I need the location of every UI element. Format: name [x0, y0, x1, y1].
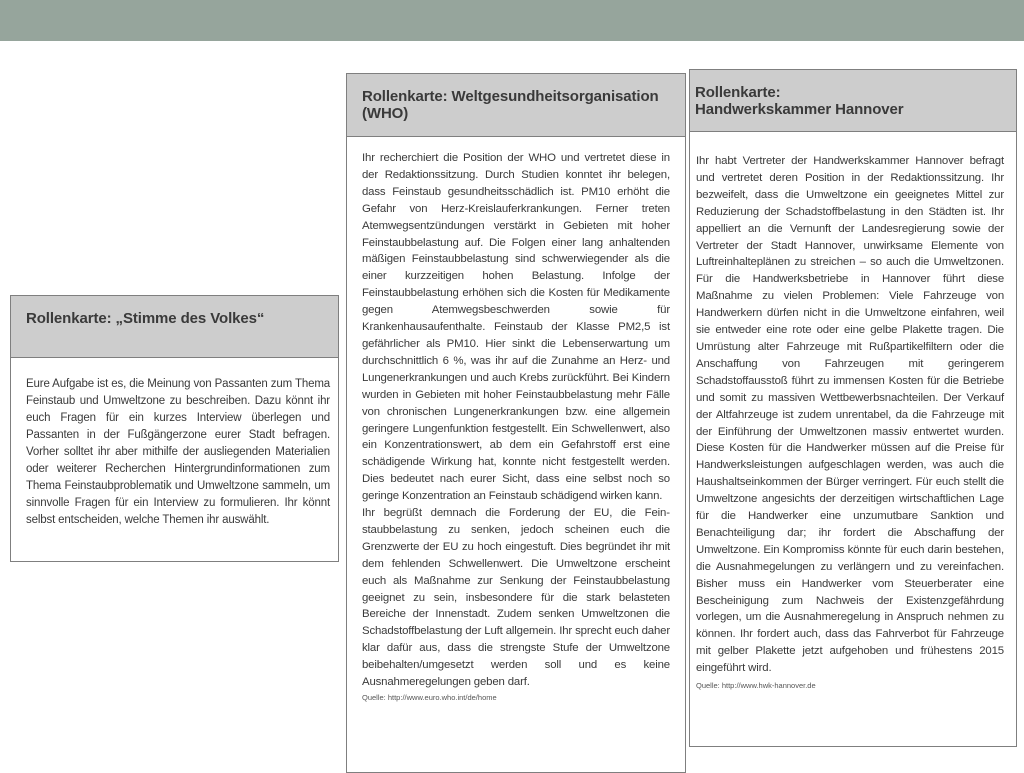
role-card-title-text: Rollenkarte: „Stimme des Volkes“ — [26, 310, 265, 327]
role-card-body — [11, 358, 338, 529]
slide-top-bar — [0, 0, 1024, 41]
role-card-paragraph: Ihr habt Vertreter der Handwerkskammer Hannover befragt und vertretet deren Position in der Redaktionssitzung. Ihr bezweifelt, dass die Umweltzone ein geeignetes Mittel zur Reduzierung der Schadstoffbelastung in den Städten ist. Ihr appelliert an die Vernunft der Landesregierung sowie der Vertreter der Stadt Hannover, unwirksame Elemente von Luftreinhalteplänen zu streichen – so auch die Umweltzonen. Für die Handwerksbetriebe in Hannover führt diese Maßnahme zu vielen Problemen: Viele Fahrzeuge von Handwerkern dürfen nicht in die Umweltzone einfahren, weil sie entweder eine rote oder eine gelbe Plakette tragen. Die Umrüstung alter Fahrzeuge mit Rußpartikelfiltern oder die Anschaffung von Fahrzeugen mit geringerem Schadstoffausstoß führt zu immensen Kosten für die Betriebe und somit zu massiven Wettbewerbsnachteilen. Der Verkauf der Altfahrzeuge ist zudem unrentabel, da die Fahrzeuge mit der Einführung der Umweltzonen massiv entwertet wurden. Diese Kosten für die Handwerker müssen auf die Preise für Handwerksleistungen aufgeschlagen werden, was auch die Haushaltseinkommen der Bürger verringert. Für euch stellt die Umweltzone angesichts der derzeitigen wirtschaftlichen Lage für die Handwerker eine unzumutbare Sanktion und Benachteiligung dar; ihr fordert die Abschaffung der Umweltzone. Ein Kompromiss könnte für euch darin bestehen, die Ausnahmegelungen zu verlängern und zu vereinfachen. Bisher muss ein Handwerker vom Steuerberater eine Bescheinigung zum Nachweis der Existenzgefährdung vorlegen, um die Ausnahmeregelung in Anspruch nehmen zu können. Ihr fordert auch, dass das Fahrverbot für Fahrzeuge mit gelber Plakette jetzt aufgehoben und frühestens 2015 eingeführt wird. — [696, 155, 1004, 675]
source-citation: Quelle: http://www.hwk-hannover.de — [696, 681, 816, 691]
role-card-handwerkskammer — [689, 69, 1017, 747]
role-card-title — [347, 74, 685, 137]
role-card-title-line-1: Rollenkarte: — [695, 84, 781, 101]
role-card-body — [690, 132, 1016, 690]
role-card-paragraph-1: Ihr recherchiert die Position der WHO und vertretet diese in der Redaktionssitzung. Durch Studien konntet ihr belegen, dass Feinstaub gesundheitsschädlich ist. PM10 erhöht die Gefahr von Herz-Kreislauferkrankungen. Ferner treten Atemwegsentzündungen verstärkt in Gebieten mit hoher Feinstaubbelastung auf. Die Folgen einer lang anhaltenden mäßigen Feinstaubbelastung sind schwerwiegender als die einer kurzzeitigen hohen Belastung. Infolge der Feinstaubbelastung erhöhen sich die Kosten für Medikamente gegen Atemwegsbeschwerden sowie für Krankenhausaufenthalte. Feinstaub der Klasse PM2,5 ist gefährlicher als PM10. Hier sinkt die Lebenserwartung um durchschnittlich 6 %, was ihr auf die Zunahme an Herz- und Lungenerkrankungen und auch Krebs zurückführt. Bei Kindern wurden in Gebieten mit hoher Feinstaubbelastung mehr Fälle von chronischen Lungenerkrankungen bzw. eine allgemein geringere Lungenfunktion festgestellt. Ein Schwellenwert, also ein Konzentrationswert, ab dem ein Gefahrstoff erst eine schädigende Wirkung hat, konnte nicht festgestellt werden. Dies bedeutet nach eurer Sicht, dass eine selbst noch so geringe Konzentration an Feinstaub schädigend wirken kann. — [362, 152, 670, 503]
role-card-title-line-1: Rollenkarte: Weltgesundheitsorganisation — [362, 88, 659, 105]
role-card-title-line-2: (WHO) — [362, 105, 409, 122]
role-card-title-line-2: Handwerkskammer Hannover — [695, 101, 904, 118]
source-citation: Quelle: http://www.euro.who.int/de/home — [362, 693, 497, 702]
role-card-title — [11, 296, 338, 358]
role-card-body — [347, 137, 685, 702]
role-card-paragraph: Eure Aufgabe ist es, die Meinung von Passanten zum Thema Feinstaub und Umweltzone zu beschreiben. Dazu könnt ihr euch Fragen für ein kurzes Interview überlegen und Passanten in der Fußgängerzone eurer Stadt befragen. Vorher solltet ihr aber mithilfe der ausliegenden Materialien oder weiterer Recherchen Hintergrundinformationen zum Thema Feinstaubproblematik und Umweltzone sammeln, um sinnvolle Fragen für ein Interview zu formulieren. Ihr könnt selbst entscheiden, welche Themen ihr auswählt. — [26, 378, 330, 526]
role-card-paragraph-2: Ihr begrüßt demnach die Forderung der EU, die Feinstaubbelastung zu senken, jedoch scheinen euch die Grenzwerte der EU zu hoch eingestuft. Dies begründet ihr mit dem fehlenden Schwellenwert. Die Umweltzone erscheint euch als Maßnahme zur Senkung der Feinstaubbelastung geeignet zu sein, insbesondere für die stark belasteten Bereiche der Innenstadt. Zudem senken Umweltzonen die Schadstoffbelastung der Luft allgemein. Ihr sprecht euch daher klar dafür aus, dass die strengste Stufe der Umweltzone beibehalten/umgesetzt werden soll und es keine Ausnahmeregelungen geben darf. — [362, 507, 670, 689]
role-card-stimme-des-volkes — [10, 295, 339, 562]
role-card-title — [690, 70, 1016, 132]
role-card-who — [346, 73, 686, 773]
